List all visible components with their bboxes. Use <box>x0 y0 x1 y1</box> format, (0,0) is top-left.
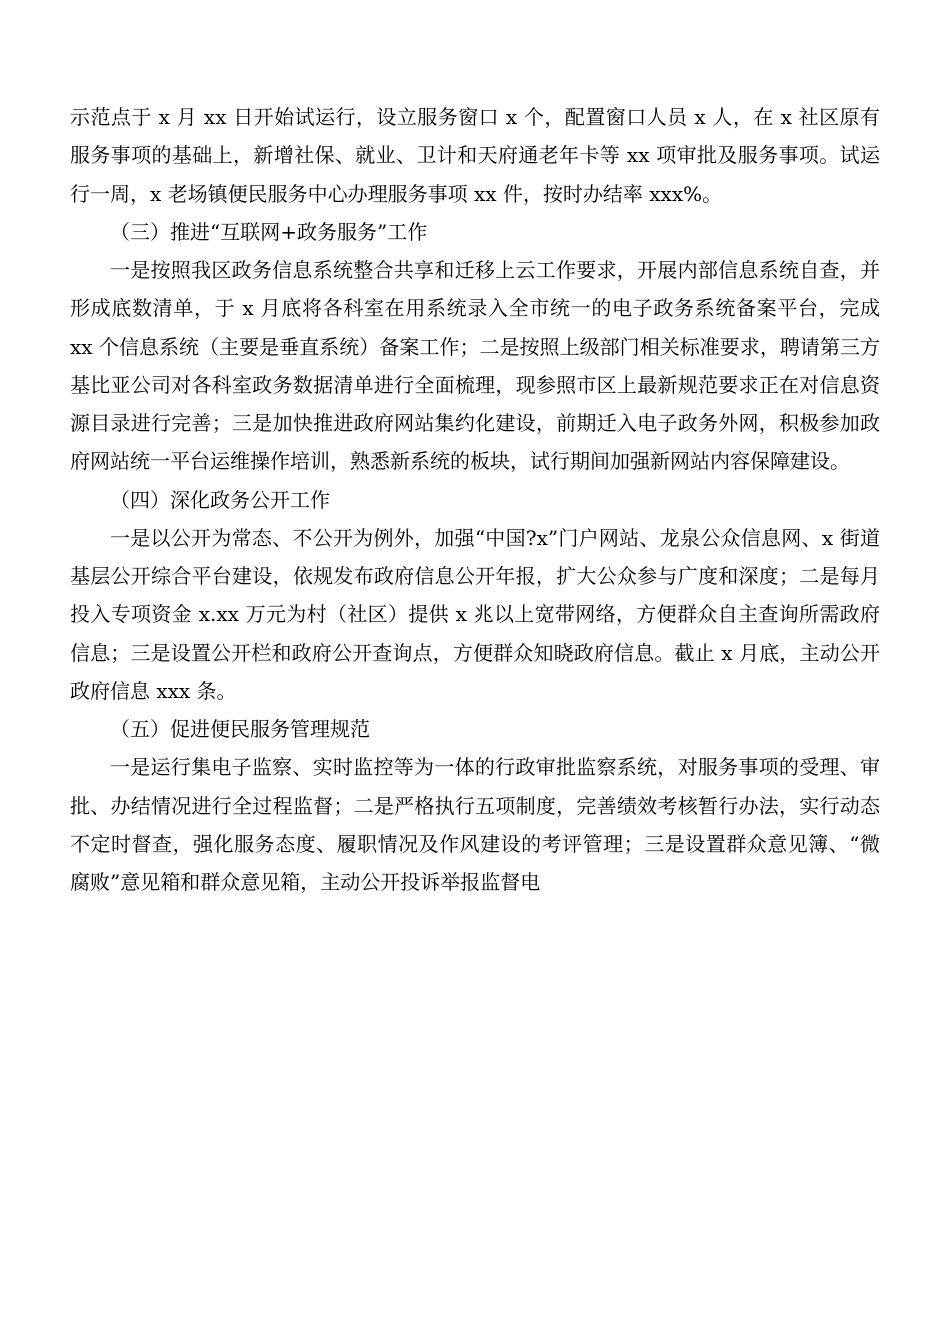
document-page <box>70 98 880 901</box>
section-heading-service-management: （五）促进便民服务管理规范 <box>110 717 370 741</box>
paragraph-government-openness: 一是以公开为常态、不公开为例外，加强“中国?x”门户网站、龙泉公众信息网、x 街道基层公开综合平台建设，依规发布政府信息公开年报，扩大公众参与广度和深度；二是每月投入专项资金 x.xx 万元为村（社区）提供 x 兆以上宽带网络，方便群众自主查询所需政府信息；三是设置公开栏和政府公开查询点，方便群众知晓政府信息。截止 x 月底，主动公开政府信息 xxx 条。 <box>70 525 880 703</box>
section-heading-internet-services: （三）推进“互联网+政务服务”工作 <box>110 219 428 244</box>
section-heading-government-openness: （四）深化政务公开工作 <box>110 487 330 512</box>
paragraph-continued: 示范点于 x 月 xx 日开始试运行，设立服务窗口 x 个，配置窗口人员 x 人，在 x 社区原有服务事项的基础上，新增社保、就业、卫计和天府通老年卡等 xx 项审批及服务事项。试运行一周，x 老场镇便民服务中心办理服务事项 xx 件，按时办结率 xxx%。 <box>70 105 880 206</box>
paragraph-service-management: 一是运行集电子监察、实时监控等为一体的行政审批监察系统，对服务事项的受理、审批、办结情况进行全过程监督；二是严格执行五项制度，完善绩效考核暂行办法，实行动态不定时督查，强化服务态度、履职情况及作风建设的考评管理；三是设置群众意见簿、“微腐败”意见箱和群众意见箱，主动公开投诉举报监督电 <box>70 755 880 894</box>
paragraph-internet-services: 一是按照我区政务信息系统整合共享和迁移上云工作要求，开展内部信息系统自查，并形成底数清单，于 x 月底将各科室在用系统录入全市统一的电子政务系统备案平台，完成 xx 个信息系统（主要是垂直系统）备案工作；二是按照上级部门相关标准要求，聘请第三方基比亚公司对各科室政务数据清单进行全面梳理，现参照市区上最新规范要求正在对信息资源目录进行完善；三是加快推进政府网站集约化建设，前期迁入电子政务外网，积极参加政府网站统一平台运维操作培训，熟悉新系统的板块，试行期间加强新网站内容保障建设。 <box>70 258 880 474</box>
